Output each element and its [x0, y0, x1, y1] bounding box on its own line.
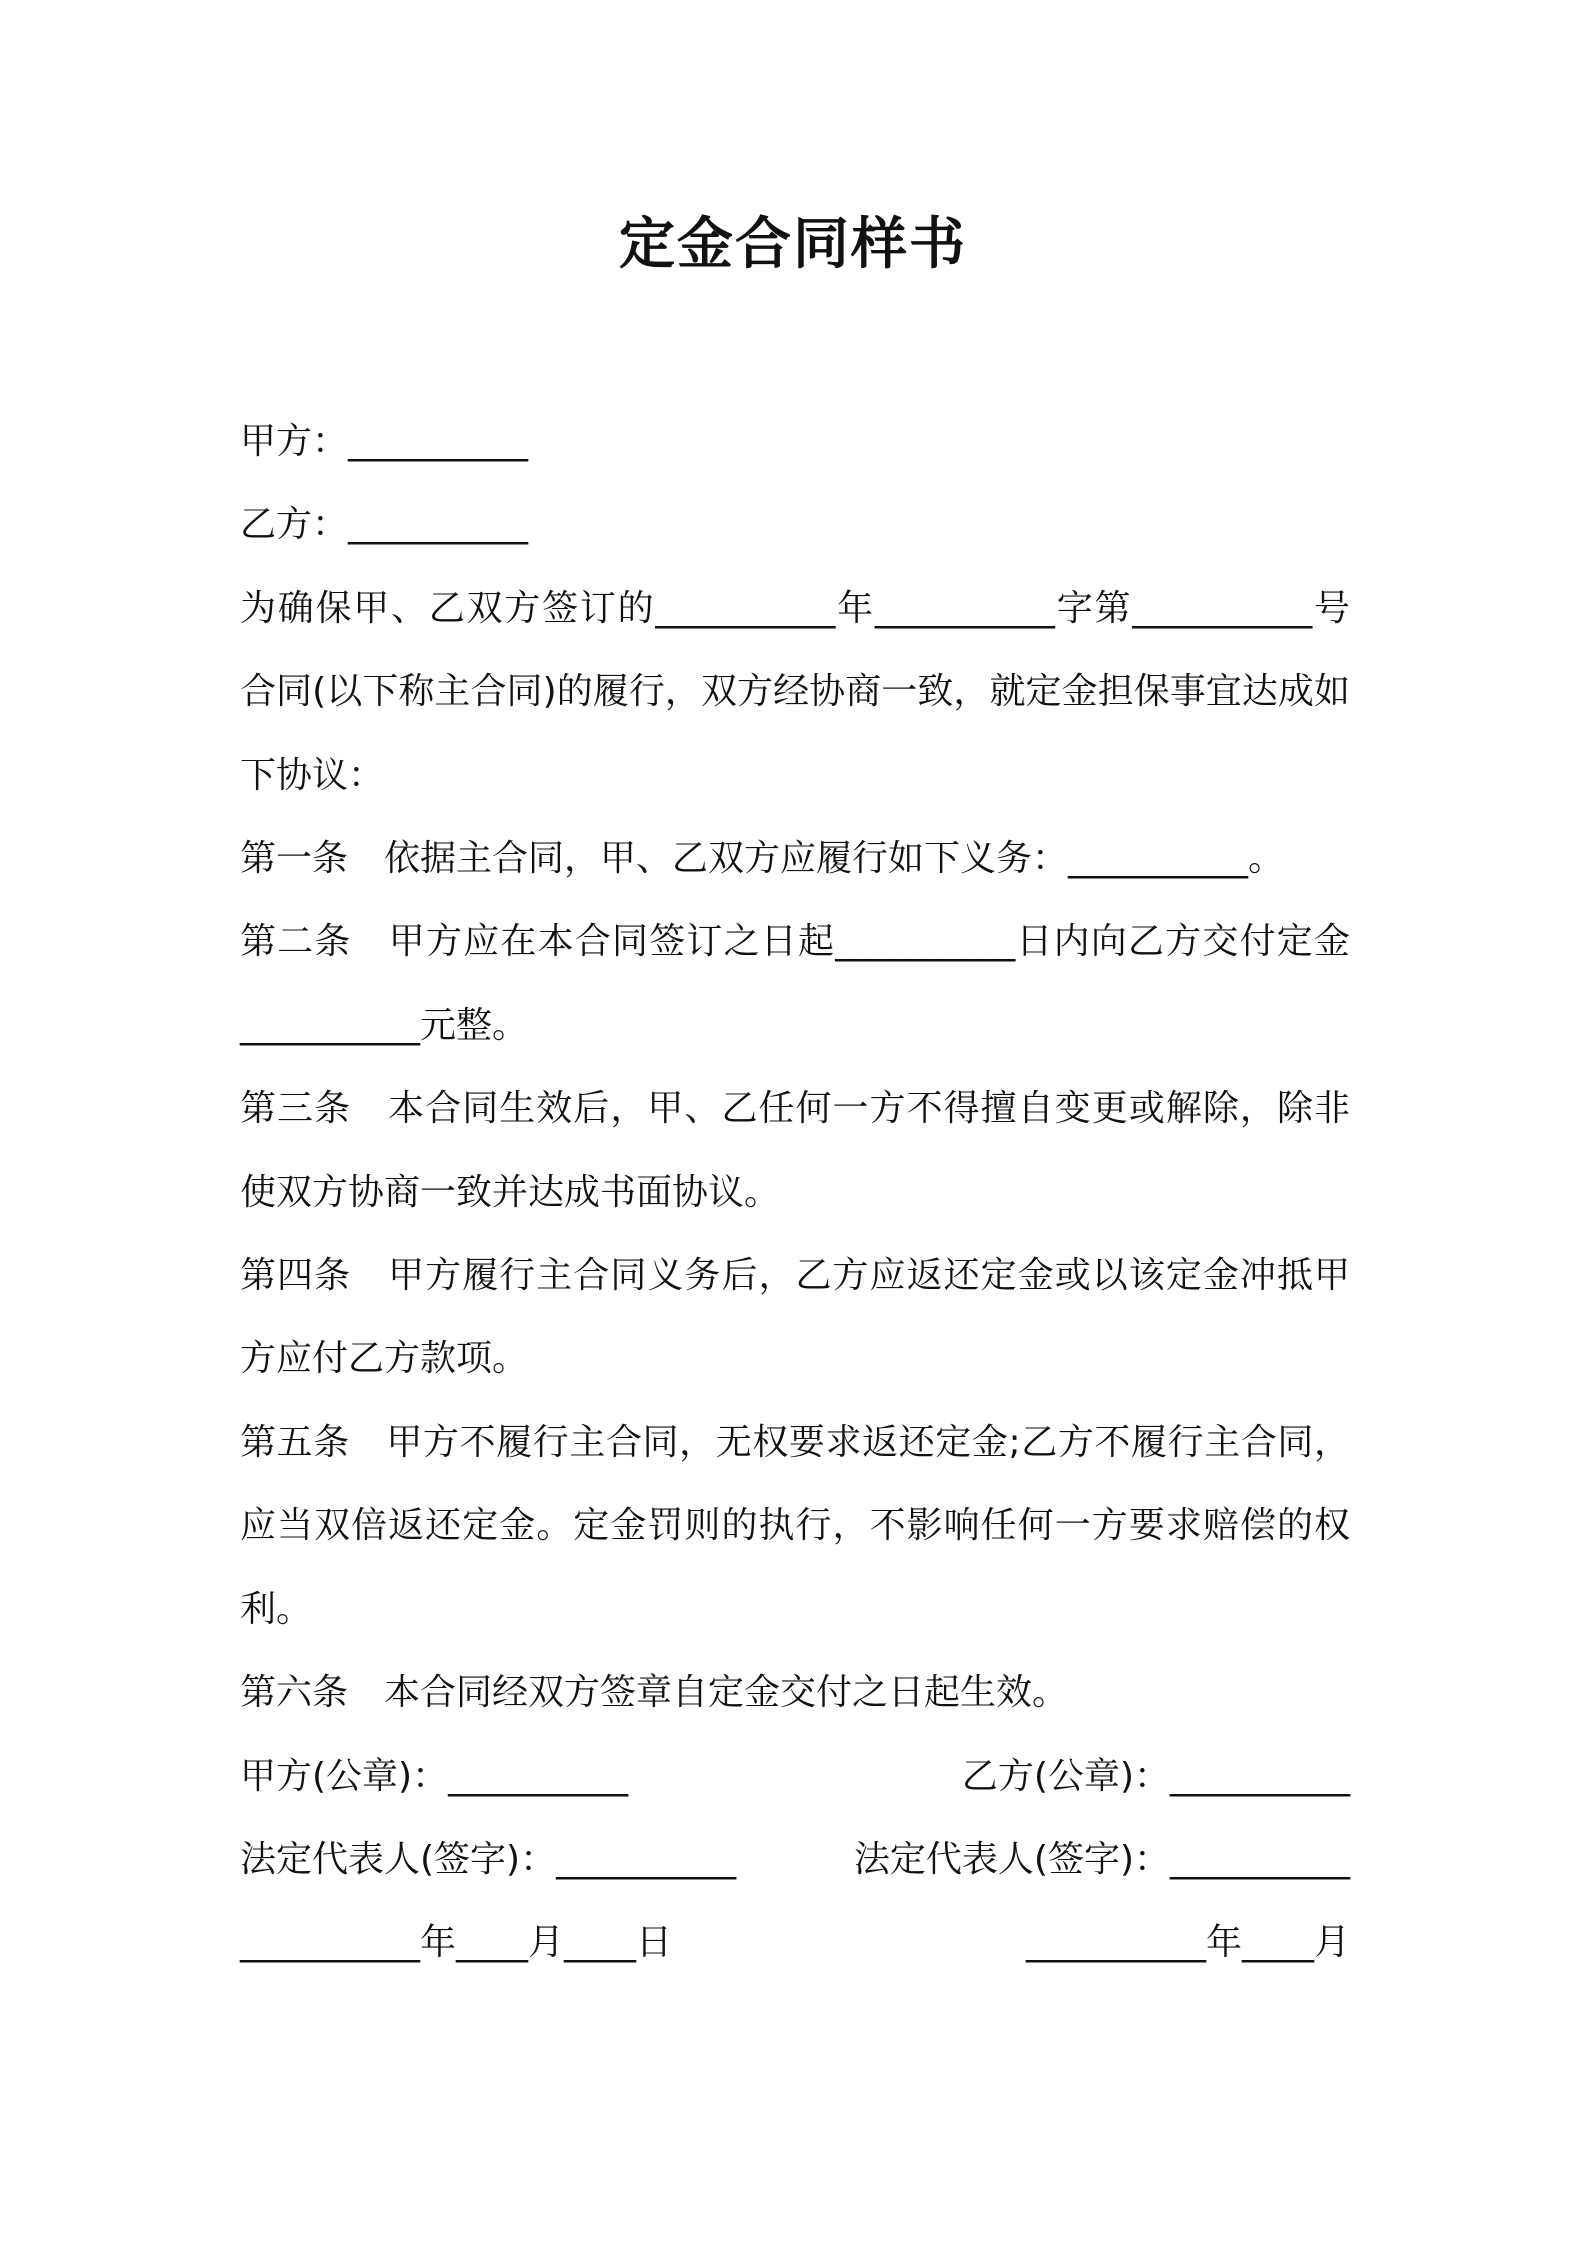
party-b-date: __________年____月: [1026, 1922, 1350, 1964]
party-b-seal: 乙方(公章)：__________: [961, 1755, 1350, 1797]
party-a-line: 甲方：__________: [240, 421, 529, 462]
article-4: 第四条 甲方履行主合同义务后，乙方应返还定金或以该定金冲抵甲方应付乙方款项。: [240, 1255, 1350, 1380]
article-1: 第一条 依据主合同，甲、乙双方应履行如下义务：__________。: [240, 838, 1285, 880]
signature-date-row: [240, 1901, 1350, 1984]
intro-paragraph: 为确保甲、乙双方签订的__________年__________字第__________号合同(以下称主合同)的履行，双方经协商一致，就定金担保事宜达成如下协议：: [240, 587, 1350, 796]
signature-seal-row: [240, 1735, 1350, 1818]
article-5: 第五条 甲方不履行主合同，无权要求返还定金;乙方不履行主合同，应当双倍返还定金。定金罚则的执行，不影响任何一方要求赔偿的权利。: [240, 1421, 1350, 1630]
document-body: [240, 400, 1350, 1985]
party-b-line: 乙方：__________: [240, 504, 529, 546]
signature-rep-row: [240, 1818, 1350, 1901]
article-6: 第六条 本合同经双方签章自定金交付之日起生效。: [240, 1672, 1069, 1714]
party-a-representative: 法定代表人(签字)：__________: [240, 1838, 737, 1880]
document-title: 定金合同样书: [619, 212, 967, 277]
party-a-date: __________年____月____日: [240, 1922, 672, 1964]
article-3: 第三条 本合同生效后，甲、乙任何一方不得擅自变更或解除，除非使双方协商一致并达成书面协议。: [240, 1088, 1350, 1213]
party-a-seal: 甲方(公章)：__________: [240, 1755, 629, 1797]
party-b-representative: 法定代表人(签字)：__________: [853, 1838, 1350, 1880]
article-2: 第二条 甲方应在本合同签订之日起__________日内向乙方交付定金__________元整。: [240, 921, 1350, 1046]
